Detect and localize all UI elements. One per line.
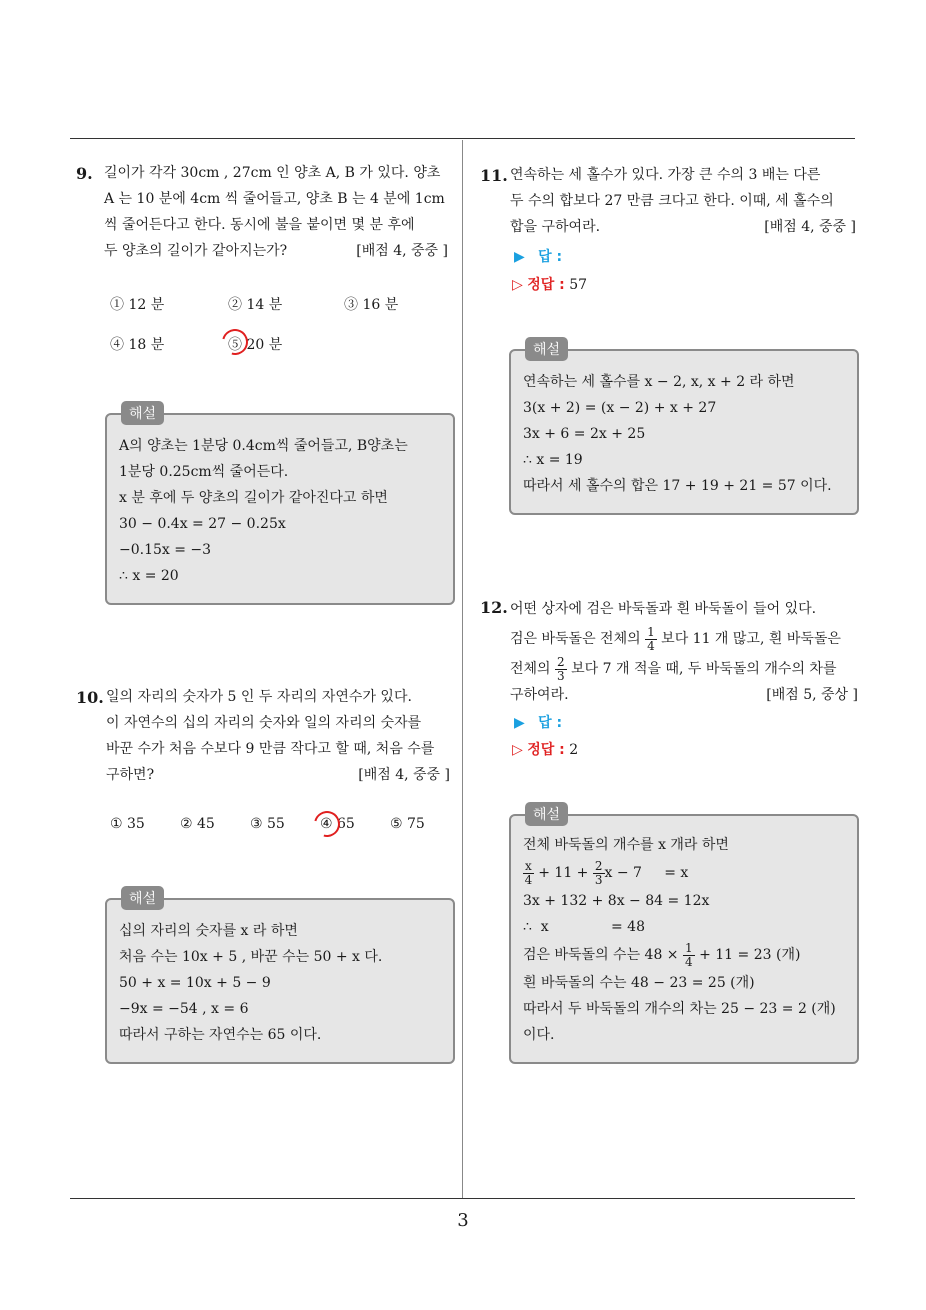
q10-sol-line-5: 따라서 구하는 자연수는 65 이다. xyxy=(119,1027,322,1043)
q9-score: [배점 4, 중중 ] xyxy=(356,243,448,259)
q9-choice-5[interactable]: ⑤ 20 분 xyxy=(228,337,283,353)
q9-line-4: 두 양초의 길이가 같아지는가? [배점 4, 중중 ] xyxy=(104,238,448,264)
q12-correct-line xyxy=(512,739,578,759)
q11-answer-label: 답 : xyxy=(538,249,563,265)
column-divider xyxy=(462,140,463,1198)
q12-line-4: 구하여라. [배점 5, 중상 ] xyxy=(510,684,858,706)
q12-solution-tag: 해설 xyxy=(525,802,568,826)
q11-line-3: 합을 구하여라. [배점 4, 중중 ] xyxy=(510,214,856,240)
q12-frac1-num: 1 xyxy=(647,624,655,639)
q9-solution-box xyxy=(105,406,455,605)
q9-sol-line-5: −0.15x = −3 xyxy=(119,542,212,558)
q10-sol-line-3: 50 + x = 10x + 5 − 9 xyxy=(119,975,271,991)
q12-answer-line xyxy=(514,712,562,732)
q11-sol-line-2: 3(x + 2) = (x − 2) + x + 27 xyxy=(523,400,717,416)
q9-choice-1[interactable]: ① 12 분 xyxy=(110,297,165,313)
q11-text xyxy=(510,162,856,240)
q10-solution-tag: 해설 xyxy=(121,886,164,910)
q12-frac1-den: 4 xyxy=(647,638,655,653)
q9-line-1: 길이가 각각 30cm , 27cm 인 양초 A, B 가 있다. 양초 xyxy=(104,165,441,181)
q11-sol-line-5: 따라서 세 홀수의 합은 17 + 19 + 21 = 57 이다. xyxy=(523,478,832,494)
q12-sol-line-8: 이다. xyxy=(523,1027,555,1043)
play-icon: ▶ xyxy=(514,249,525,265)
q11-solution-box xyxy=(509,342,859,515)
q10-number: 10. xyxy=(76,688,104,707)
q9-choice-2[interactable]: ② 14 분 xyxy=(228,297,283,313)
q12-line-1: 어떤 상자에 검은 바둑돌과 흰 바둑돌이 들어 있다. xyxy=(510,601,817,617)
q10-sol-line-4: −9x = −54 , x = 6 xyxy=(119,1001,249,1017)
q12-correct-value: 2 xyxy=(569,742,579,758)
q10-text xyxy=(106,684,450,788)
q9-text xyxy=(104,160,448,264)
q12-line-3: 전체의 $\frac{2}{3}$ 보다 7 개 적을 때, 두 바둑돌의 개수의 차를 xyxy=(510,654,837,683)
triangle-outline-icon: ▷ xyxy=(512,277,523,293)
q11-answer-line xyxy=(514,246,562,266)
q12-sol-line-4: ∴ x = 48 xyxy=(523,919,646,935)
q12-frac2-den: 3 xyxy=(557,668,565,683)
q9-choice-3[interactable]: ③ 16 분 xyxy=(344,297,399,313)
q10-line-2: 이 자연수의 십의 자리의 숫자와 일의 자리의 숫자를 xyxy=(106,715,422,731)
q12-sol-line-6: 흰 바둑돌의 수는 48 − 23 = 25 (개) xyxy=(523,975,755,991)
q9-sol-line-6: ∴ x = 20 xyxy=(119,568,179,584)
q12-solution-box xyxy=(509,807,859,1064)
bottom-rule xyxy=(70,1198,855,1199)
q9-selected-mark xyxy=(217,324,253,360)
q10-choice-1[interactable]: ① 35 xyxy=(110,816,145,832)
q10-line-3: 바꾼 수가 처음 수보다 9 만큼 작다고 할 때, 처음 수를 xyxy=(106,741,435,757)
q10-choice-2[interactable]: ② 45 xyxy=(180,816,215,832)
q12-answer-label: 답 : xyxy=(538,715,563,731)
q9-number: 9. xyxy=(76,164,93,183)
q11-solution-tag: 해설 xyxy=(525,337,568,361)
q10-line-1: 일의 자리의 숫자가 5 인 두 자리의 자연수가 있다. xyxy=(106,689,412,705)
triangle-outline-icon: ▷ xyxy=(512,742,523,758)
q11-score: [배점 4, 중중 ] xyxy=(764,219,856,235)
play-icon: ▶ xyxy=(514,715,525,731)
q11-correct-line xyxy=(512,274,587,294)
q10-line-4: 구하면? [배점 4, 중중 ] xyxy=(106,762,450,788)
q11-correct-label: 정답 : xyxy=(527,277,565,293)
q10-selected-mark xyxy=(309,806,345,842)
q9-line-3: 씩 줄어든다고 한다. 동시에 불을 붙이면 몇 분 후에 xyxy=(104,217,415,233)
q9-sol-line-1: A의 양초는 1분당 0.4cm씩 줄어들고, B양초는 xyxy=(119,438,408,454)
q11-correct-value: 57 xyxy=(569,277,588,293)
q12-frac2-num: 2 xyxy=(557,654,565,669)
q11-sol-line-1: 연속하는 세 홀수를 x − 2, x, x + 2 라 하면 xyxy=(523,374,795,390)
q10-solution-box xyxy=(105,891,455,1064)
q11-line-1: 연속하는 세 홀수가 있다. 가장 큰 수의 3 배는 다른 xyxy=(510,167,821,183)
q9-sol-line-2: 1분당 0.25cm씩 줄어든다. xyxy=(119,464,289,480)
q9-sol-line-3: x 분 후에 두 양초의 길이가 같아진다고 하면 xyxy=(119,490,388,506)
q9-sol-line-4: 30 − 0.4x = 27 − 0.25x xyxy=(119,516,286,532)
q11-number: 11. xyxy=(480,166,508,185)
q11-sol-line-3: 3x + 6 = 2x + 25 xyxy=(523,426,646,442)
q12-correct-label: 정답 : xyxy=(527,742,565,758)
q11-line-2: 두 수의 합보다 27 만큼 크다고 한다. 이때, 세 홀수의 xyxy=(510,193,834,209)
q12-sol-line-5: 검은 바둑돌의 수는 48 × $\frac{1}{4}$ + 11 = 23 (개) xyxy=(523,940,801,969)
q9-choice-4[interactable]: ④ 18 분 xyxy=(110,337,165,353)
q12-text xyxy=(510,594,858,706)
q10-sol-line-2: 처음 수는 10x + 5 , 바꾼 수는 50 + x 다. xyxy=(119,949,383,965)
q12-sol-line-3: 3x + 132 + 8x − 84 = 12x xyxy=(523,893,710,909)
q10-choice-4[interactable]: ④ 65 xyxy=(320,816,355,832)
q10-choice-3[interactable]: ③ 55 xyxy=(250,816,285,832)
q12-line-2: 검은 바둑돌은 전체의 $\frac{1}{4}$ 보다 11 개 많고, 흰 바둑돌은 xyxy=(510,624,841,653)
q12-score: [배점 5, 중상 ] xyxy=(766,687,858,703)
q10-choice-5[interactable]: ⑤ 75 xyxy=(390,816,425,832)
q12-sol-line-1: 전체 바둑돌의 개수를 x 개라 하면 xyxy=(523,837,729,853)
top-rule xyxy=(70,138,855,139)
q9-solution-tag: 해설 xyxy=(121,401,164,425)
q10-score: [배점 4, 중중 ] xyxy=(358,767,450,783)
q12-sol-line-2: $\frac{x}{4}$ + 11 + $\frac{2}{3}$ x − 7 = x xyxy=(524,858,689,887)
q12-sol-line-7: 따라서 두 바둑돌의 개수의 차는 25 − 23 = 2 (개) xyxy=(523,1001,836,1017)
q11-sol-line-4: ∴ x = 19 xyxy=(523,452,583,468)
q9-line-2: A 는 10 분에 4cm 씩 줄어들고, 양초 B 는 4 분에 1cm xyxy=(104,191,445,207)
q10-sol-line-1: 십의 자리의 숫자를 x 라 하면 xyxy=(119,923,298,939)
q12-number: 12. xyxy=(480,598,508,617)
page-number: 3 xyxy=(457,1210,469,1231)
